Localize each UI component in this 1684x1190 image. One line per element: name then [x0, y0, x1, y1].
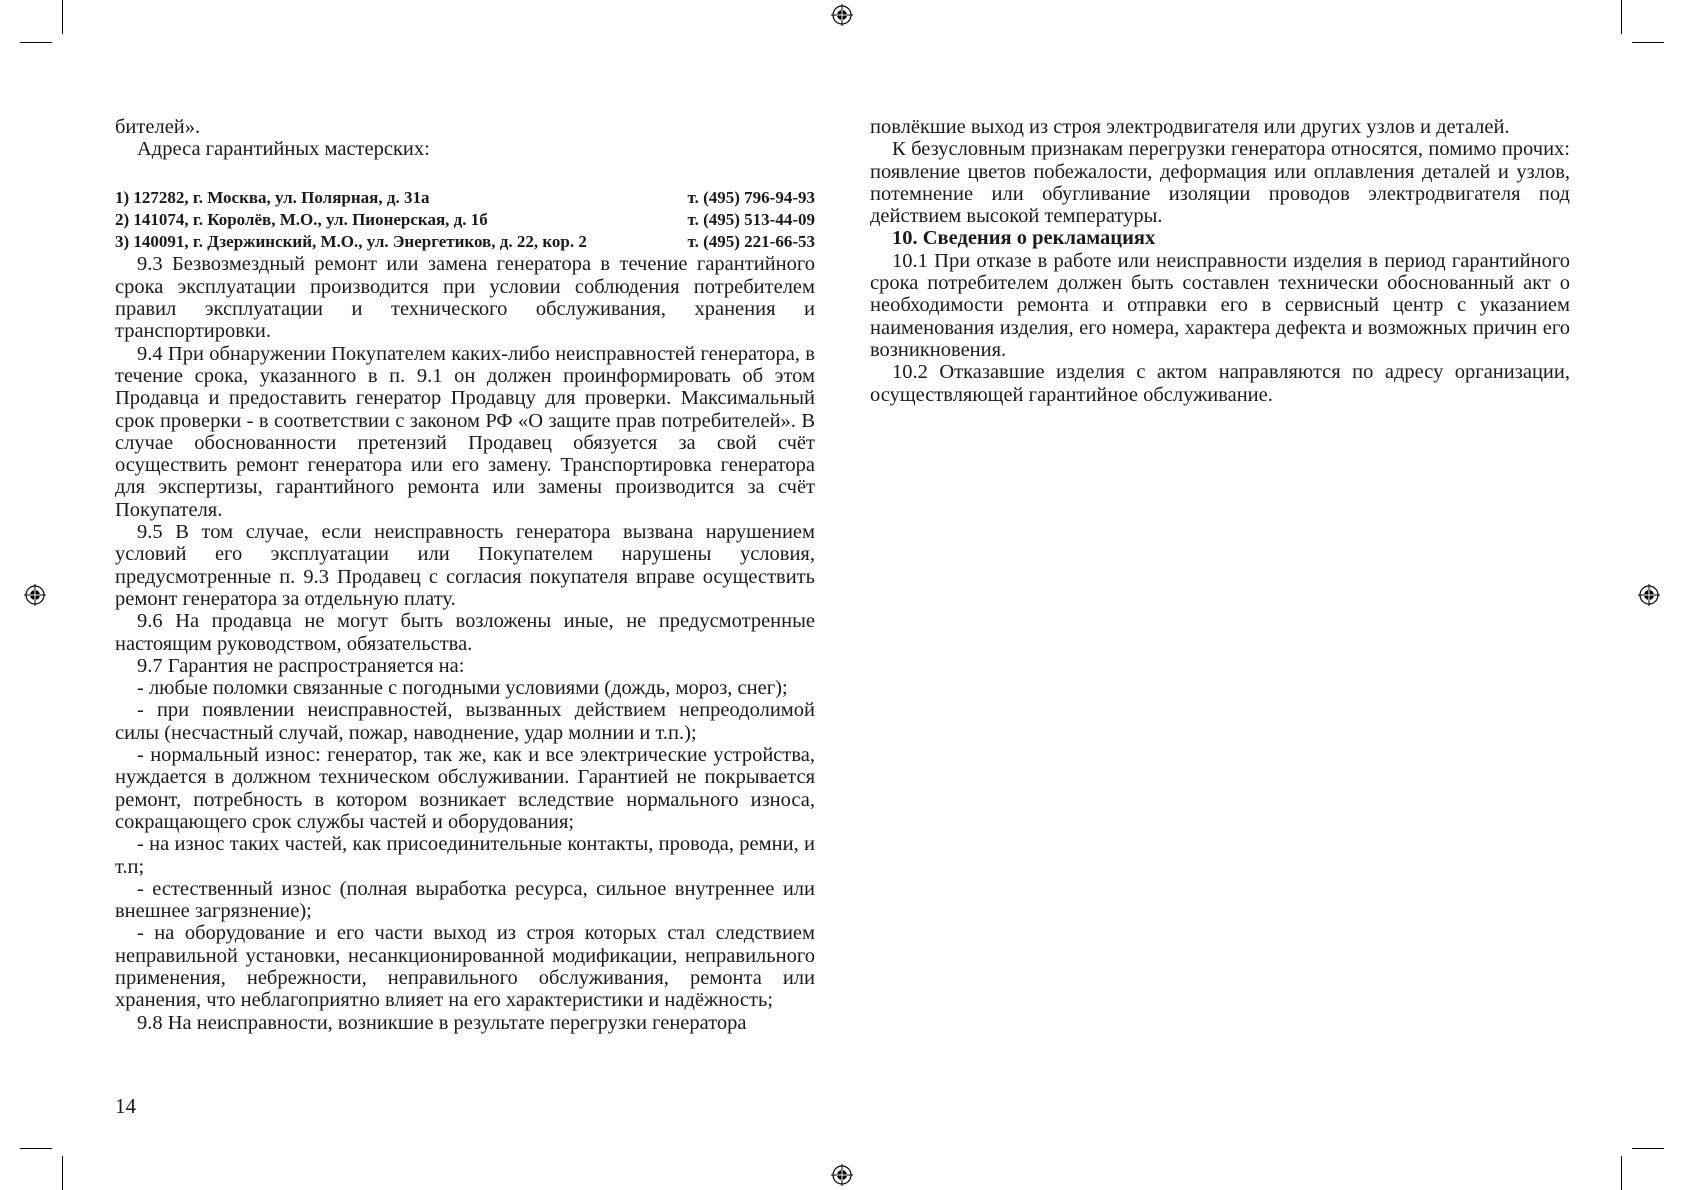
exclusion-item: - при появлении неисправностей, вызванных действием непреодолимой силы (несчастный случай, пожар, наводнение, удар молнии и т.п.); — [115, 699, 815, 744]
address-text: 1) 127282, г. Москва, ул. Полярная, д. 31а — [115, 187, 430, 207]
paragraph-10-1: 10.1 При отказе в работе или неисправности изделия в период гарантийного срока потребителем должен быть составлен технически обоснованный акт о необходимости ремонта и отправки его в сервисный центр с указанием наименования изделия, его номера, характера дефекта и возможных причин его возникновения. — [870, 249, 1570, 361]
page-number: 14 — [115, 1094, 136, 1118]
paragraph-9-4: 9.4 При обнаружении Покупателем каких-либо неисправностей генератора, в течение срока, указанного в п. 9.1 он должен проинформировать об этом Продавца и предоставить генератор Продавцу для проверки. Максимальный срок проверки - в соответствии с законом РФ «О защите прав потребителей». В случае обоснованности претензий Продавец обязуется за свой счёт осуществить ремонт генератора или его замену. Транспортировка генератора для экспертизы, гарантийного ремонта или замены производится за счёт Покупателя. — [115, 342, 815, 521]
crop-mark — [1632, 42, 1664, 43]
address-phone: т. (495) 796-94-93 — [687, 187, 815, 207]
paragraph-9-3: 9.3 Безвозмездный ремонт или замена генератора в течение гарантийного срока эксплуатации производится при условии соблюдения потребителем правил эксплуатации и технического обслуживания, хранения и транспортировки. — [115, 253, 815, 343]
address-phone: т. (495) 221-66-53 — [687, 232, 815, 252]
exclusion-item: - на износ таких частей, как присоединительные контакты, провода, ремни, и т.п; — [115, 833, 815, 878]
address-row — [115, 231, 815, 253]
crop-mark — [1621, 0, 1622, 34]
section-heading: 10. Сведения о рекламациях — [892, 227, 1156, 250]
overload-signs-paragraph: К безусловным признакам перегрузки генератора относятся, помимо прочих: появление цветов побежалости, деформация или оплавления деталей и узлов, потемнение или обугливание изоляции проводов электродвигателя под действием высокой температуры. — [870, 138, 1570, 228]
address-phone: т. (495) 513-44-09 — [687, 209, 815, 229]
workshop-addresses-table — [115, 187, 815, 254]
paragraph-9-8: 9.8 На неисправности, возникшие в результате перегрузки генератора — [137, 1011, 747, 1034]
registration-mark-icon — [831, 4, 853, 26]
continuation-text: бителей». — [115, 116, 201, 138]
left-column — [115, 116, 815, 1034]
exclusion-item: - любые поломки связанные с погодными условиями (дождь, мороз, снег); — [137, 677, 788, 700]
crop-mark — [62, 0, 63, 34]
paragraph-9-6: 9.6 На продавца не могут быть возложены иные, не предусмотренные настоящим руководством, обязательства. — [115, 610, 815, 655]
paragraph-9-5: 9.5 В том случае, если неисправность генератора вызвана нарушением условий его эксплуатации или Покупателем нарушены условия, предусмотренные п. 9.3 Продавец с согласия покупателя вправе осуществить ремонт генератора за отдельную плату. — [115, 521, 815, 610]
crop-mark — [1632, 1148, 1664, 1149]
right-column — [870, 116, 1570, 406]
exclusion-item: - естественный износ (полная выработка ресурса, сильное внутреннее или внешнее загрязнение); — [115, 877, 815, 923]
crop-mark — [20, 1148, 52, 1149]
crop-mark — [20, 42, 52, 43]
crop-mark — [62, 1156, 63, 1190]
address-row — [115, 187, 815, 209]
exclusion-item: - на оборудование и его части выход из строя которых стал следствием неправильной установки, несанкционированной модификации, неправильного применения, небрежности, неправильного обслуживания, ремонта или хранения, что неблагоприятно влияет на его характеристики и надёжность; — [115, 922, 815, 1012]
paragraph-10-2: 10.2 Отказавшие изделия с актом направляются по адресу организации, осуществляющей гарантийное обслуживание. — [870, 361, 1570, 406]
exclusion-item: - нормальный износ: генератор, так же, как и все электрические устройства, нуждается в должном техническом обслуживании. Гарантией не покрывается ремонт, потребность в котором возникает вследствие нормального износа, сокращающего срок службы частей и оборудования; — [115, 744, 815, 833]
paragraph-9-7: 9.7 Гарантия не распространяется на: — [137, 654, 465, 677]
registration-mark-icon — [831, 1164, 853, 1186]
address-text: 2) 141074, г. Королёв, М.О., ул. Пионерская, д. 1б — [115, 209, 488, 229]
crop-mark — [1621, 1156, 1622, 1190]
address-text: 3) 140091, г. Дзержинский, М.О., ул. Энергетиков, д. 22, кор. 2 — [115, 232, 587, 252]
registration-mark-icon — [1638, 584, 1660, 606]
address-row — [115, 209, 815, 231]
registration-mark-icon — [24, 584, 46, 606]
addresses-intro: Адреса гарантийных мастерских: — [137, 138, 430, 161]
continuation-text: повлёкшие выход из строя электродвигателя или других узлов и деталей. — [870, 116, 1510, 138]
